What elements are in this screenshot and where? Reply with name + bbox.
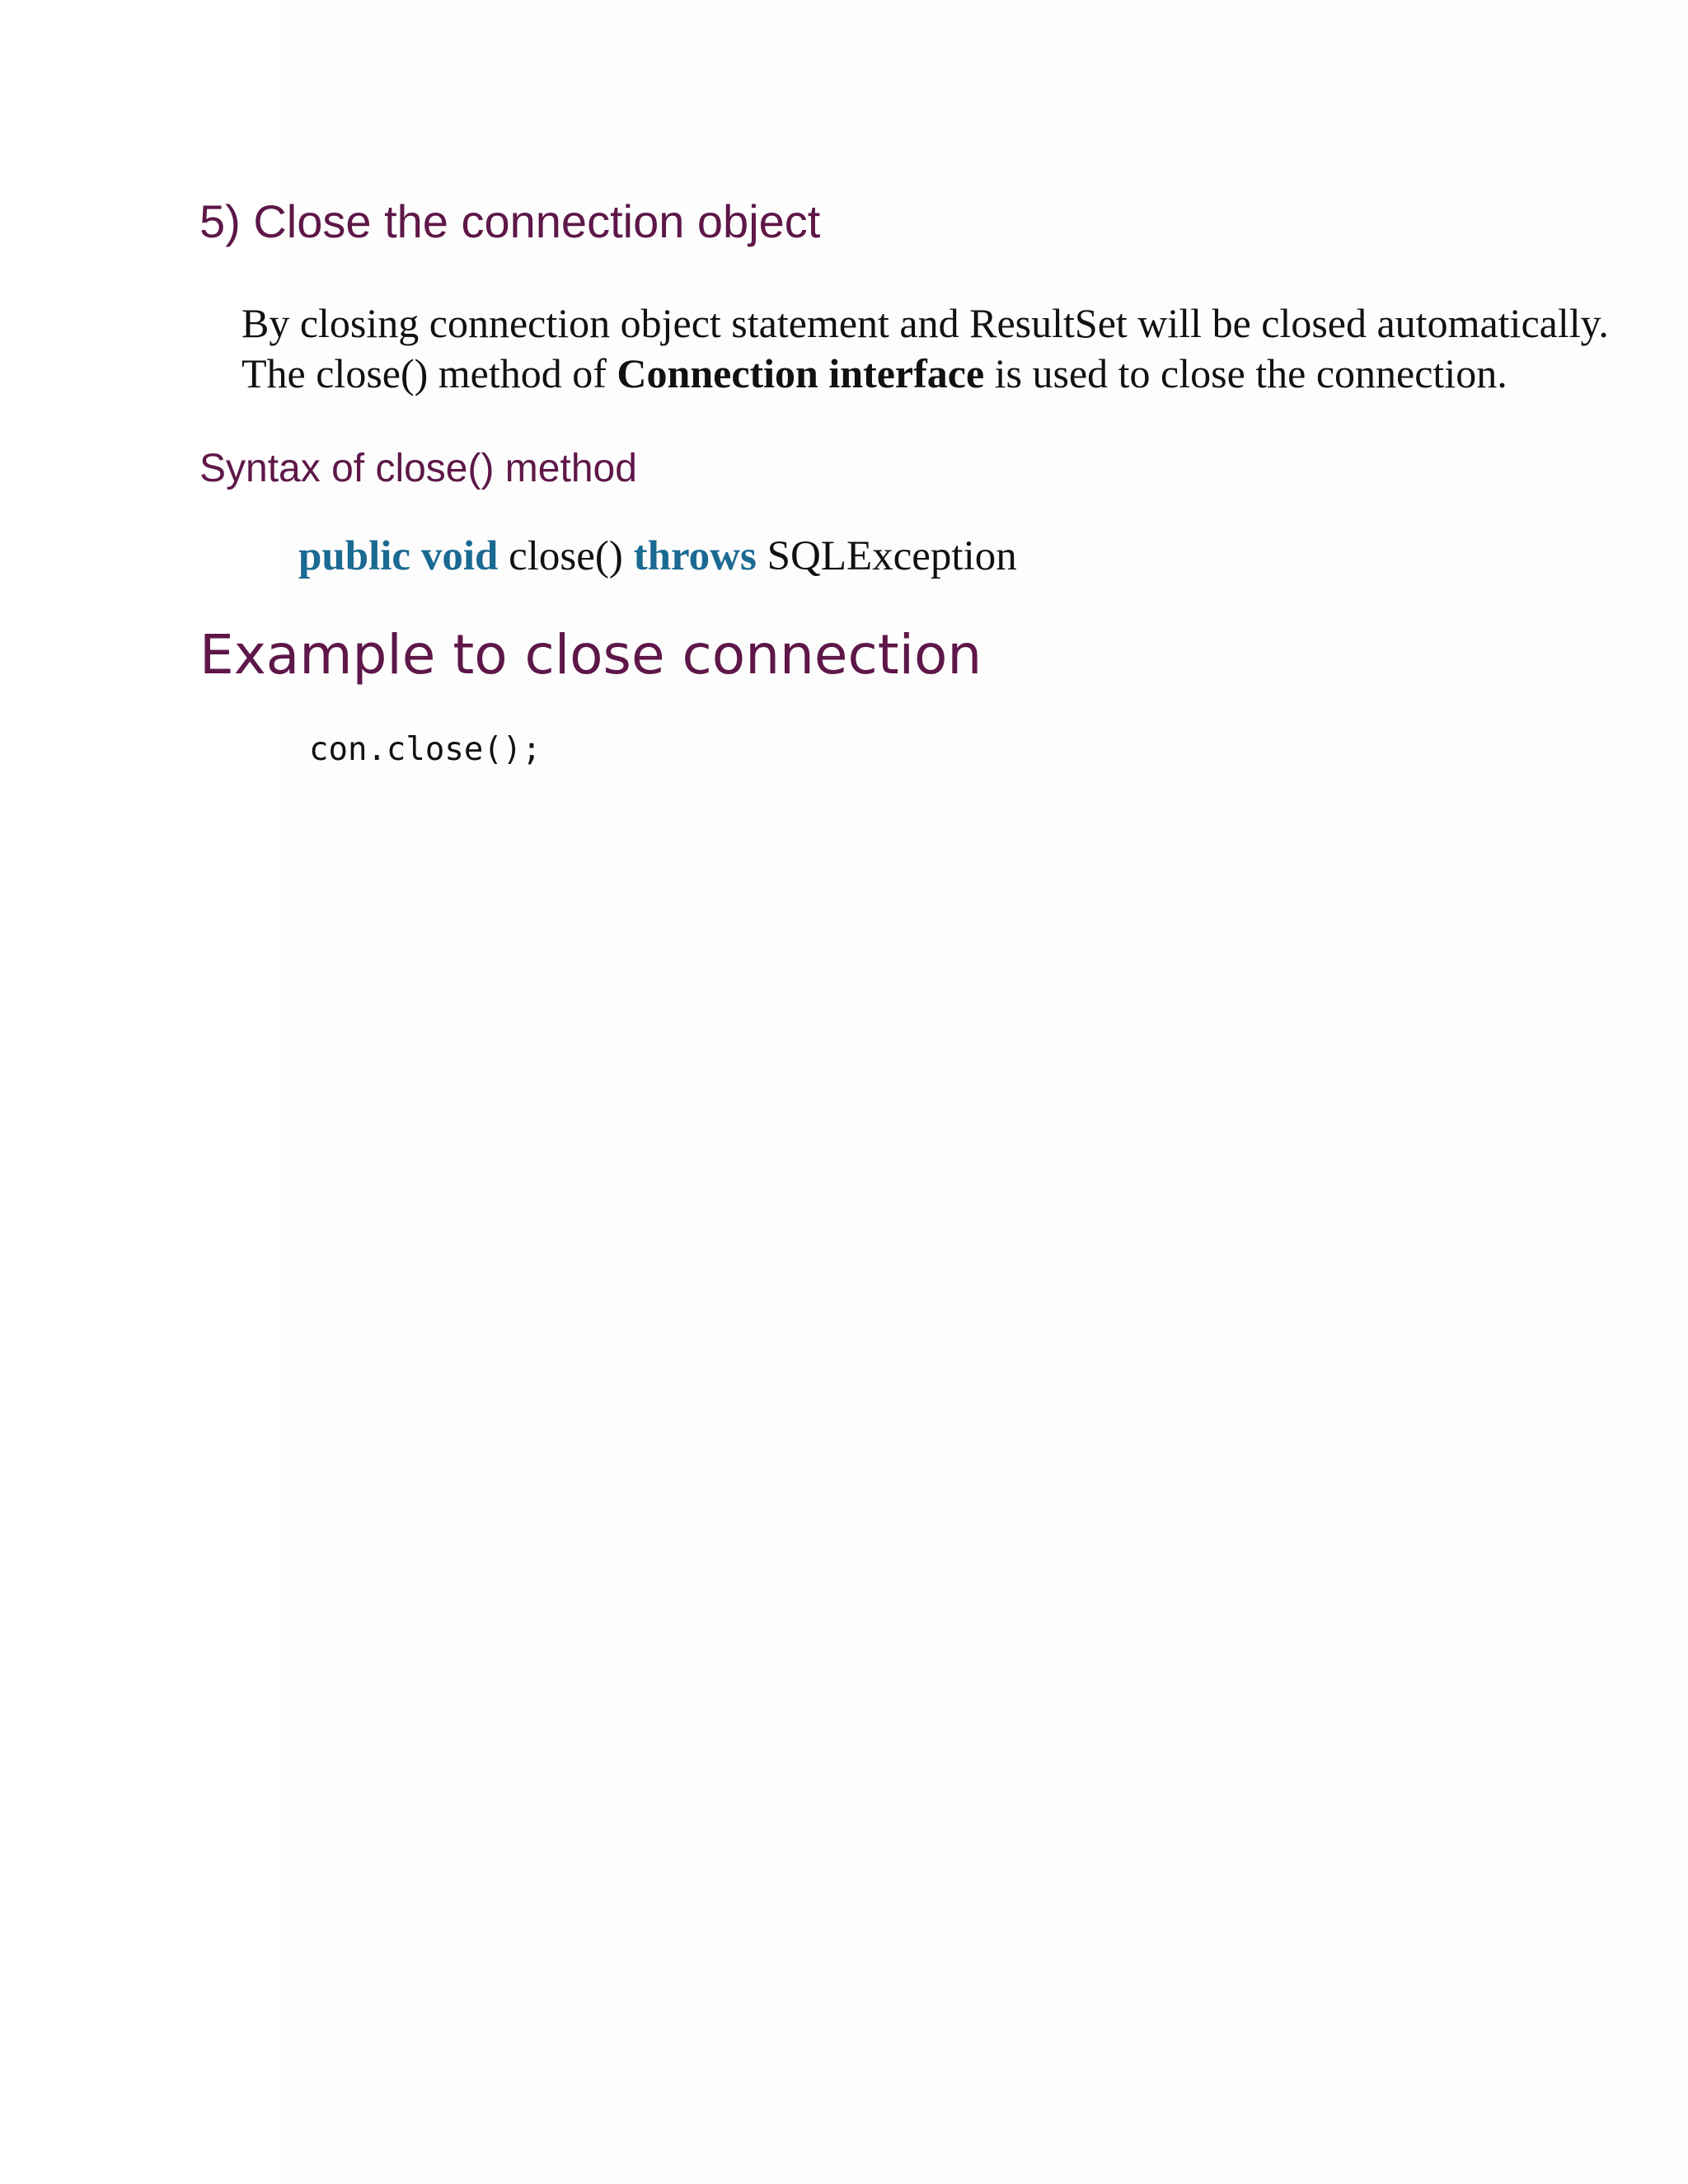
intro-line-2-start: The close() method of <box>241 350 617 396</box>
connection-interface-term: Connection interface <box>617 350 985 396</box>
method-name: close() <box>498 533 634 579</box>
keyword-throws: throws <box>633 533 757 579</box>
keyword-public-void: public void <box>298 533 499 579</box>
method-signature <box>298 532 1017 582</box>
syntax-heading: Syntax of close() method <box>199 447 637 490</box>
section-heading: 5) Close the connection object <box>199 195 821 247</box>
intro-line-1: By closing connection object statement and ResultSet will be closed automatically. <box>241 300 1609 346</box>
intro-line-2 <box>241 349 1688 399</box>
intro-line-2-end: is used to close the connection. <box>984 350 1507 396</box>
code-sample: con.close(); <box>309 731 542 768</box>
example-heading: Example to close connection <box>199 623 982 687</box>
intro-paragraph <box>241 298 1688 399</box>
exception-type: SQLException <box>756 533 1017 579</box>
